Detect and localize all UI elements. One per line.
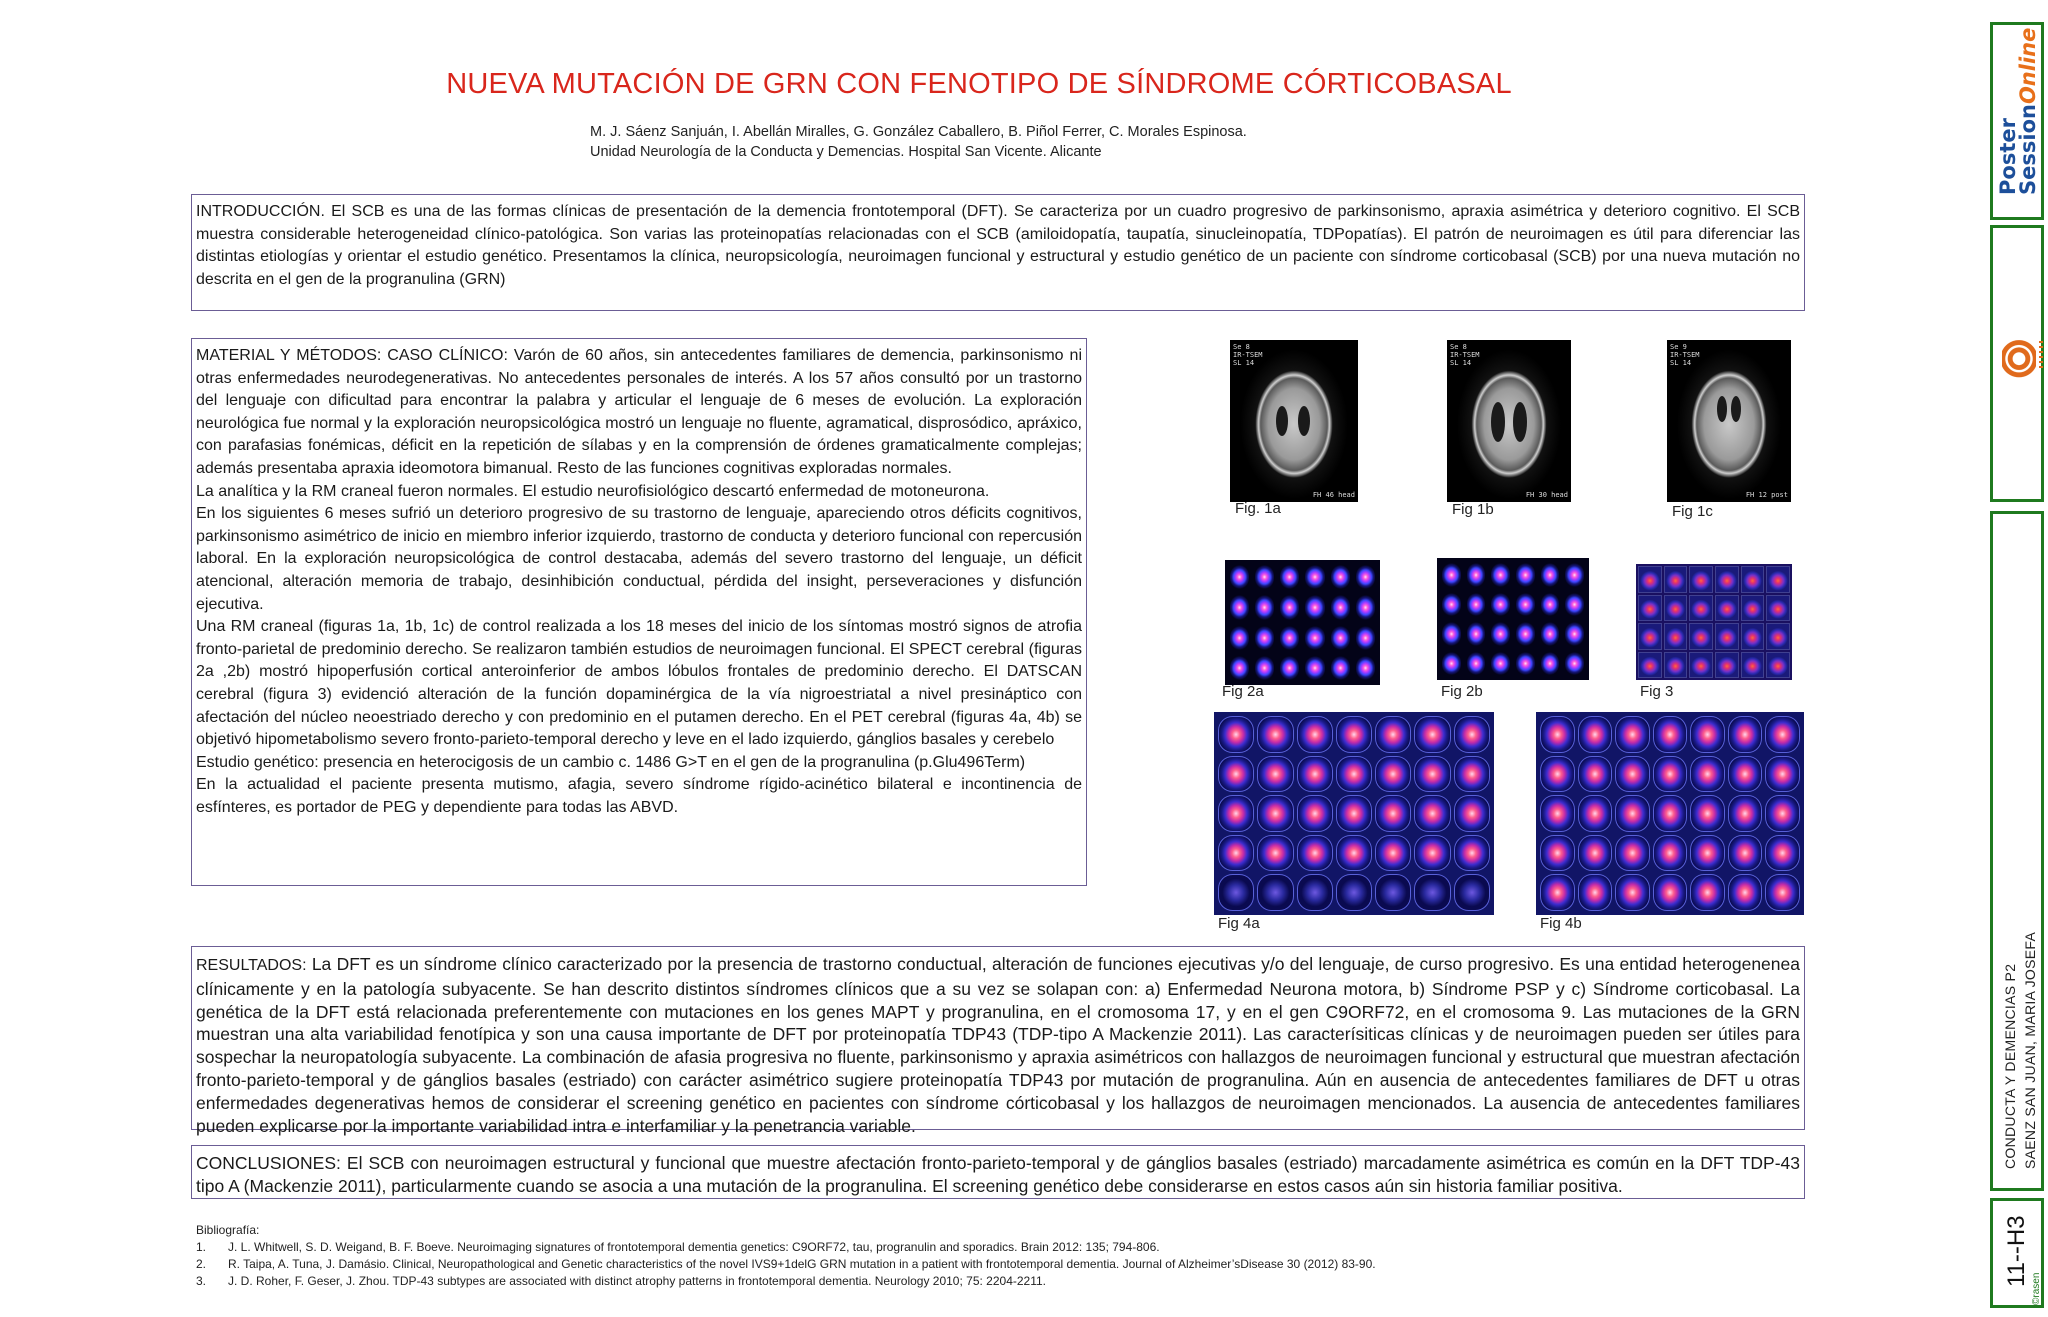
scan-slice [1331,656,1350,680]
scan-slice [1690,874,1725,911]
fig-4b-caption: Fig 4b [1540,915,1582,932]
scan-slice [1578,756,1613,793]
scan-slice [1578,874,1613,911]
scan-slice [1255,656,1274,680]
scan-slice [1454,874,1490,911]
scan-slice [1454,716,1490,753]
scan-slice [1664,566,1688,593]
scan-slice [1255,626,1274,650]
scan-slice [1690,835,1725,872]
spect-fig-2b [1437,558,1589,680]
session-name: CONDUCTA Y DEMENCIAS P2 [2002,963,2018,1169]
scan-slice [1765,795,1800,832]
scan-slice [1728,716,1763,753]
poster-code-panel [1990,1198,2044,1308]
scan-slice [1615,716,1650,753]
scan-slice [1578,835,1613,872]
scan-slice [1653,795,1688,832]
scan-slice [1331,565,1350,589]
logo-online: Online [2016,27,2040,105]
scan-slice [1257,716,1293,753]
scan-slice [1297,835,1333,872]
scan-slice [1305,656,1324,680]
reference-number: 2. [196,1257,207,1271]
scan-slice [1218,716,1254,753]
fig-4a-caption: Fig 4a [1218,915,1260,932]
material-paragraph: La analítica y la RM craneal fueron normales. El estudio neurofisiológico descartó enfermedad de motoneurona. [196,482,990,500]
scan-slice [1766,652,1790,679]
authors-line: M. J. Sáenz Sanjuán, I. Abellán Miralles, G. González Caballero, B. Piñol Ferrer, C. Morales Espinosa. [590,124,1247,140]
scan-slice [1257,756,1293,793]
scan-slice [1540,756,1575,793]
poster-code: 11--H3 [2003,1215,2030,1287]
resultados-text: La DFT es un síndrome clínico caracterizado por la presencia de trastorno conductual, alteración de funciones ejecutivas y/o del lenguaje, de curso progresivo. Es una entidad heterogenenea clínicamente y en la patología subyacente. Se han descrito distintos síndromes clínicos que a su vez se solapan con: a) Enfermedad Neurona motora, b) Síndrome PSP y c) Síndrome corticobasal. La genética de la DFT está relacionada preferentemente con mutaciones en los genes MAPT y progranulina, en el cromosoma 17, y en el gen C9ORF72, en el cromosoma 9. Las mutaciones de la GRN muestran una alta variabilidad fenotípica y son una causa importante de DFT por proteinopatía TDP43 (TDP-tipo A Mackenzie 2011). Las caracterísiticas clínicas y de neuroimagen pueden ser útiles para sospechar la neuropatología subyacente. La combinación de afasia progresiva no fluente, parkinsonismo y apraxia asimétricos con hallazgos de neuroimagen funcional y estructural que muestran afectación fronto-parieto-temporal y de gánglios basales (estriado) con carácter asimétrico sugiere proteinopatía TDP43 por mutación de progranulina. Aún en ausencia de antecedentes familiares de DFT u otras enfermedades degenerativas hemos de considerar el screening genético en pacientes con síndrome córticobasal y los hallazgos de neuroimagen mencionados. La ausencia de antecedentes familiares pueden explicarse por la importante variabilidad intra e interfamiliar y la penetrancia variable. [196,954,1800,1136]
scan-slice [1715,595,1739,622]
scan-slice [1218,756,1254,793]
scan-slice [1280,626,1299,650]
scan-slice [1491,593,1510,617]
reference-item [196,1273,1896,1290]
scan-slice [1690,795,1725,832]
scan-slice [1565,593,1584,617]
scan-slice [1615,795,1650,832]
scan-slice [1336,835,1372,872]
conclusiones-text: CONCLUSIONES: El SCB con neuroimagen estructural y funcional que muestre afectación fronto-parieto-temporal y de gánglios basales (estriado) marcadamente asimétrica es común en la DFT TDP-43 tipo A (Mackenzie 2011), particularmente cuando se asocia a una mutación de la progranulina. El screening genético debe considerarse en estos casos aún sin historia familiar positiva. [196,1153,1800,1196]
scan-slice [1715,652,1739,679]
fig-1c-caption: Fig 1c [1672,503,1713,520]
scan-slice [1540,874,1575,911]
scan-slice [1414,716,1450,753]
scan-slice [1653,874,1688,911]
datscan-fig-3 [1636,564,1792,680]
scan-slice [1230,565,1249,589]
scan-slice [1638,623,1662,650]
scan-slice [1653,835,1688,872]
scan-slice [1442,652,1461,676]
scan-slice [1257,835,1293,872]
scan-slice [1331,626,1350,650]
scan-slice [1230,626,1249,650]
scan-slice [1541,593,1560,617]
scan-slice [1230,656,1249,680]
pet-fig-4a [1214,712,1494,915]
scan-slice [1297,716,1333,753]
fig-1a-caption: Fig. 1a [1235,500,1281,517]
society-seal-text-icon [2039,338,2043,384]
reference-number: 1. [196,1240,207,1254]
logo-poster: Poster [1996,118,2020,195]
material-paragraph: MATERIAL Y MÉTODOS: CASO CLÍNICO: Varón de 60 años, sin antecedentes familiares de demencia, parkinsonismo ni otras enfermedades neurodegenerativas. No antecedentes personales de interés. A los 57 años consultó por un trastorno del lenguaje con dificultad para encontrar la palabra y articular el lenguaje de 6 meses de evolución. La exploración neurológica fue normal y la exploración neuropsicológica mostró un lenguaje no fluente, agramatical, disprosódico, apráxico, con parafasias fonémicas, déficit en la repetición de sílabas y en la comprensión de órdenes gramaticalmente complejas; además presentaba apraxia ideomotora bimanual. Resto de las funciones cognitivas exploradas normales. [196,347,1082,477]
scan-slice [1689,595,1713,622]
spect-fig-2a [1225,560,1380,685]
scan-slice [1715,566,1739,593]
scan-slice [1336,795,1372,832]
scan-slice [1615,756,1650,793]
brand-label: ©rasen [2031,1272,2042,1305]
scan-slice [1741,566,1765,593]
scan-slice [1280,656,1299,680]
scan-slice [1728,835,1763,872]
scan-slice [1442,622,1461,646]
scan-slice [1218,835,1254,872]
reference-number: 3. [196,1274,207,1288]
resultados-heading: RESULTADOS: [196,957,307,974]
fig-2b-caption: Fig 2b [1441,683,1483,700]
scan-slice [1728,795,1763,832]
scan-slice [1454,756,1490,793]
scan-slice [1255,565,1274,589]
scan-slice [1765,756,1800,793]
scan-slice [1442,563,1461,587]
scan-slice [1728,874,1763,911]
scan-slice [1356,626,1375,650]
scan-slice [1255,595,1274,619]
bibliografia [196,1222,1896,1290]
scan-slice [1467,652,1486,676]
scan-slice [1356,595,1375,619]
scan-slice [1578,716,1613,753]
society-logo-panel [1990,225,2044,502]
scan-slice [1741,623,1765,650]
scan-slice [1257,795,1293,832]
scan-slice [1690,756,1725,793]
scan-slice [1491,652,1510,676]
scan-slice [1715,623,1739,650]
affiliation-line: Unidad Neurología de la Conducta y Demencias. Hospital San Vicente. Alicante [590,144,1102,160]
fig-1b-caption: Fig 1b [1452,501,1494,518]
scan-slice [1218,795,1254,832]
scan-slice [1766,623,1790,650]
reference-text: R. Taipa, A. Tuna, J. Damásio. Clinical, Neuropathological and Genetic characteristics of the novel IVS9+1delG GRN mutation in a patient with frontotemporal dementia. Journal of Alzheimer’sDisease 30 (2012) 83-90. [228,1257,1376,1271]
scan-slice [1218,874,1254,911]
poster-session-online-logo [1990,22,2044,220]
session-info-panel [1990,511,2044,1191]
material-paragraph: Una RM craneal (figuras 1a, 1b, 1c) de control realizada a los 18 meses del inicio de los síntomas mostró signos de atrofia fronto-parietal de predominio derecho. Se realizaron también estudios de neuroimagen funcional. El SPECT cerebral (figuras 2a ,2b) mostró hipoperfusión cortical anteroinferior de ambos lóbulos frontales de predominio derecho. El DATSCAN cerebral (figura 3) evidenció alteración de la función dopaminérgica de la vía nigroestriatal a nivel presináptico con afectación del núcleo neoestriado derecho y con predominio en el putamen derecho. En el PET cerebral (figuras 4a, 4b) se objetivó hipometabolismo severo fronto-parieto-temporal derecho y leve en el lado izquierdo, gánglios basales y cerebelo [196,618,1082,749]
scan-slice [1375,795,1411,832]
introduccion-box [191,194,1805,311]
scan-slice [1689,566,1713,593]
scan-slice [1664,595,1688,622]
scan-slice [1690,716,1725,753]
scan-slice [1305,565,1324,589]
scan-slice [1766,595,1790,622]
scan-slice [1516,652,1535,676]
scan-slice [1467,563,1486,587]
pet-fig-4b [1536,712,1804,915]
scan-slice [1414,874,1450,911]
material-metodos-box [191,338,1087,886]
scan-slice [1516,593,1535,617]
scan-slice [1356,565,1375,589]
scan-slice [1541,622,1560,646]
reference-text: J. D. Roher, F. Geser, J. Zhou. TDP-43 subtypes are associated with distinct atrophy patterns in frontotemporal dementia. Neurology 2010; 75: 2204-2211. [228,1274,1046,1288]
material-paragraph: En los siguientes 6 meses sufrió un deterioro progresivo de su trastorno de lenguaje, apareciendo otros déficits cognitivos, parkinsonismo asimétrico de inicio en miembro inferior izquierdo, trastorno de conducta y deterioro funcional con repercusión laboral. En la exploración neuropsicológica de control destacaba, además del severo trastorno del lenguaje, un déficit atencional, alteración memoria de trabajo, desinhibición conductual, pérdida del insight, perseveraciones y disfunción ejecutiva. [196,505,1082,613]
scan-slice [1615,835,1650,872]
scan-slice [1297,756,1333,793]
scan-slice [1336,756,1372,793]
scan-slice [1491,563,1510,587]
scan-slice [1375,835,1411,872]
scan-slice [1414,795,1450,832]
scan-slice [1565,622,1584,646]
scan-slice [1741,652,1765,679]
scan-slice [1375,874,1411,911]
fig-3-caption: Fig 3 [1640,683,1674,700]
scan-slice [1578,795,1613,832]
resultados-box [191,946,1805,1136]
bibliografia-heading: Bibliografía: [196,1223,260,1237]
reference-item [196,1239,1896,1256]
reference-text: J. L. Whitwell, S. D. Weigand, B. F. Boeve. Neuroimaging signatures of frontotemporal dementia genetics: C9ORF72, tau, progranulin and sporadics. Brain 2012: 135; 794-806. [228,1240,1160,1254]
scan-slice [1467,593,1486,617]
scan-slice [1664,623,1688,650]
scan-slice [1491,622,1510,646]
scan-slice [1638,652,1662,679]
scan-slice [1516,563,1535,587]
logo-wordmark [2017,28,2039,195]
scan-slice [1565,563,1584,587]
scan-slice [1454,835,1490,872]
scan-slice [1467,622,1486,646]
scan-slice [1280,595,1299,619]
material-paragraph: Estudio genético: presencia en heterocigosis de un cambio c. 1486 G>T en el gen de la progranulina (p.Glu496Term) [196,753,1026,771]
scan-slice [1540,795,1575,832]
mri-fig-1c: Se 9 IR-TSEM SL 14 FH 12 post [1667,340,1791,502]
fig-2a-caption: Fig 2a [1222,683,1264,700]
reference-item [196,1256,1896,1273]
introduccion-text: INTRODUCCIÓN. El SCB es una de las formas clínicas de presentación de la demencia frontotemporal (DFT). Se caracteriza por un cuadro progresivo de parkinsonismo, apraxia asimétrica y deterioro cognitivo. El SCB muestra considerable heterogeneidad clínico-patológica. Son varias las proteinopatías relacionadas con el SCB (amiloidopatía, taupatía, sinucleinopatía, TDPopatías). El patrón de neuroimagen es útil para diferenciar las distintas etiologías y orientar el estudio genético. Presentamos la clínica, neuropsicología, neuroimagen funcional y estructural y estudio genético de un paciente con síndrome corticobasal (SCB) por una nueva mutación no descrita en el gen de la progranulina (GRN) [196,203,1800,288]
scan-slice [1638,595,1662,622]
scan-slice [1541,563,1560,587]
logo-session: Session [2016,104,2040,195]
scan-slice [1615,874,1650,911]
scan-slice [1305,595,1324,619]
scan-slice [1331,595,1350,619]
scan-slice [1257,874,1293,911]
scan-slice [1297,795,1333,832]
material-paragraph: En la actualidad el paciente presenta mutismo, afagia, severo síndrome rígido-acinético bilateral e incontinencia de esfínteres, es portador de PEG y dependiente para todas las ABVD. [196,776,1082,816]
poster-title: NUEVA MUTACIÓN DE GRN CON FENOTIPO DE SÍNDROME CÓRTICOBASAL [446,68,1512,100]
scan-slice [1689,623,1713,650]
scan-slice [1689,652,1713,679]
scan-slice [1766,566,1790,593]
scan-slice [1540,835,1575,872]
mri-fig-1a: Se 8 IR-TSEM SL 14 FH 46 head [1230,340,1358,502]
scan-slice [1664,652,1688,679]
scan-slice [1375,716,1411,753]
scan-slice [1356,656,1375,680]
society-seal-icon [2002,338,2036,384]
scan-slice [1454,795,1490,832]
scan-slice [1540,716,1575,753]
authors-block [590,122,1247,162]
scan-slice [1765,874,1800,911]
scan-slice [1336,874,1372,911]
author-name: SAENZ SAN JUAN, MARIA JOSEFA [2022,931,2038,1169]
scan-slice [1765,835,1800,872]
scan-slice [1653,756,1688,793]
scan-slice [1653,716,1688,753]
scan-slice [1516,622,1535,646]
scan-slice [1541,652,1560,676]
scan-slice [1280,565,1299,589]
scan-slice [1336,716,1372,753]
scan-slice [1230,595,1249,619]
scan-slice [1728,756,1763,793]
scan-slice [1442,593,1461,617]
scan-slice [1565,652,1584,676]
scan-slice [1765,716,1800,753]
scan-slice [1297,874,1333,911]
scan-slice [1741,595,1765,622]
scan-slice [1414,756,1450,793]
scan-slice [1375,756,1411,793]
scan-slice [1305,626,1324,650]
mri-fig-1b: Se 8 IR-TSEM SL 14 FH 30 head [1447,340,1571,502]
scan-slice [1638,566,1662,593]
scan-slice [1414,835,1450,872]
conclusiones-box [191,1145,1805,1199]
